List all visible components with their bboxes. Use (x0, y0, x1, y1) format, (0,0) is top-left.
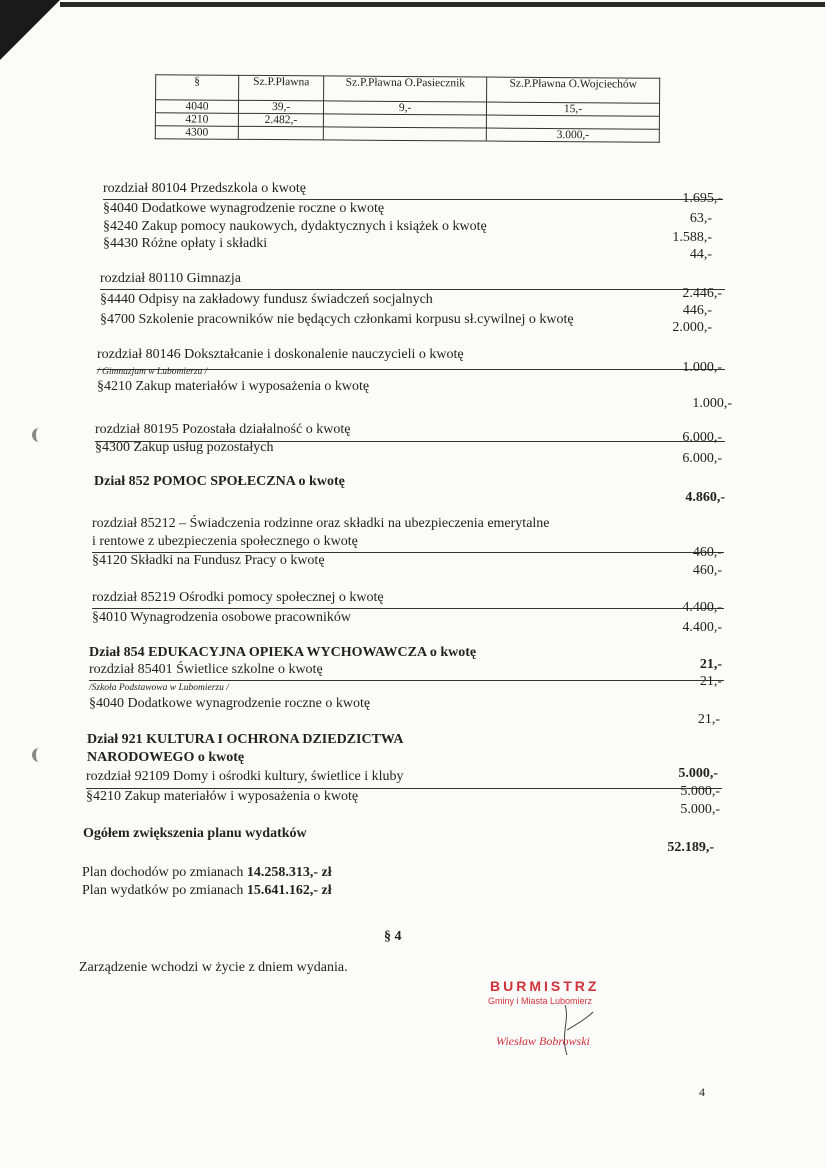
table-header-cell: Sz.P.Pławna O.Wojciechów (487, 77, 660, 103)
chapter-title: Dział 852 POMOC SPOŁECZNA o kwotę (94, 474, 345, 489)
item-text: §4300 Zakup usług pozostałych (95, 440, 274, 455)
stamp-subtitle: Gminy i Miasta Lubomierz (488, 996, 593, 1006)
expense-value: 15.641.162,- zł (246, 883, 332, 898)
table-header-cell: Sz.P.Pławna O.Pasiecznik (324, 76, 487, 102)
stamp-title: BURMISTRZ (490, 978, 600, 994)
section-title: rozdział 92109 Domy i ośrodki kultury, świetlice i kluby (86, 769, 404, 784)
item-text: §4240 Zakup pomocy naukowych, dydaktycznych i książek o kwotę (103, 219, 487, 234)
section-title: rozdział 85401 Świetlice szkolne o kwotę (89, 662, 323, 677)
scan-edge-line (60, 2, 825, 7)
table-cell: 3.000,- (486, 128, 659, 142)
section-total: 6.000,- (682, 430, 722, 445)
table-cell: 4210 (155, 113, 238, 127)
section-title: rozdział 80110 Gimnazja (100, 271, 241, 286)
section-title: rozdział 85219 Ośrodki pomocy społecznej o kwotę (92, 590, 384, 605)
item-text: §4120 Składki na Fundusz Pracy o kwotę (92, 553, 325, 568)
chapter-total: 21,- (699, 657, 722, 672)
section-total: 21,- (699, 674, 722, 689)
expense-label: Plan wydatków po zmianach (82, 883, 244, 898)
section-note: / Gimnazjum w Lubomierzu / (97, 367, 208, 377)
section-title: rozdział 80146 Dokształcanie i doskonalenie nauczycieli o kwotę (97, 347, 464, 362)
folded-corner (0, 0, 60, 60)
income-value: 14.258.313,- zł (246, 865, 332, 880)
allocation-table (155, 74, 660, 143)
chapter-title: NARODOWEGO o kwotę (87, 750, 245, 765)
table-cell: 4040 (155, 100, 238, 114)
item-amount: 446,- (682, 303, 712, 318)
section-note: /Szkoła Podstawowa w Lubomierzu / (89, 683, 229, 693)
table-row (155, 126, 659, 143)
chapter-title: Dział 921 KULTURA I OCHRONA DZIEDZICTWA (87, 732, 404, 747)
expense-plan (82, 883, 332, 899)
item-amount: 460,- (692, 563, 722, 578)
section-total: 1.695,- (682, 191, 722, 206)
section-title: i rentowe z ubezpieczenia społecznego o kwotę (92, 534, 358, 549)
item-text: §4210 Zakup materiałów i wyposażenia o kwotę (97, 379, 370, 394)
table-cell: 39,- (238, 100, 323, 114)
table-cell: 9,- (324, 101, 487, 115)
table-cell: 2.482,- (238, 113, 323, 127)
paragraph-symbol: § 4 (384, 929, 402, 944)
item-amount: 6.000,- (682, 451, 722, 466)
table-header-row (156, 75, 660, 104)
item-amount: 2.000,- (672, 320, 712, 335)
signature-icon (545, 1000, 595, 1060)
income-label: Plan dochodów po zmianach (82, 865, 244, 880)
punch-hole-icon (32, 428, 46, 442)
table-cell (238, 126, 323, 140)
table-cell: 4300 (155, 126, 238, 140)
section-total: 460,- (692, 545, 722, 560)
paragraph-text: Zarządzenie wchodzi w życie z dniem wydania. (79, 960, 348, 975)
section-title: rozdział 80104 Przedszkola o kwotę (103, 181, 306, 196)
item-text: §4210 Zakup materiałów i wyposażenia o kwotę (86, 789, 359, 804)
item-amount: 21,- (697, 712, 720, 727)
section-title: rozdział 80195 Pozostała działalność o kwotę (95, 422, 351, 437)
page-number: 4 (699, 1085, 705, 1099)
section-total: 2.446,- (682, 286, 722, 301)
item-text: §4700 Szkolenie pracowników nie będących członkami korpusu sł.cywilnej o kwotę (100, 312, 574, 327)
item-amount: 44,- (689, 247, 712, 262)
table-header-cell: Sz.P.Pławna (239, 75, 324, 101)
chapter-total: 4.860,- (685, 490, 725, 505)
section-total: 5.000,- (680, 784, 720, 799)
item-text: §4040 Dodatkowe wynagrodzenie roczne o kwotę (89, 696, 371, 711)
item-text: §4440 Odpisy na zakładowy fundusz świadczeń socjalnych (100, 292, 433, 307)
item-text: §4430 Różne opłaty i składki (103, 236, 268, 251)
table-cell: 15,- (487, 102, 660, 116)
punch-hole-icon (32, 748, 46, 762)
income-plan (82, 865, 332, 881)
table-cell (487, 115, 660, 129)
item-text: §4010 Wynagrodzenia osobowe pracowników (92, 610, 351, 625)
item-amount: 5.000,- (680, 802, 720, 817)
table-cell (324, 114, 487, 128)
section-total: 1.000,- (682, 360, 722, 375)
chapter-total: 5.000,- (678, 766, 718, 781)
table-header-cell: § (156, 75, 239, 101)
section-total: 4.400,- (682, 600, 722, 615)
item-text: §4040 Dodatkowe wynagrodzenie roczne o kwotę (103, 201, 385, 216)
summary-label: Ogółem zwiększenia planu wydatków (83, 826, 307, 841)
stamp-name: Wiesław Bobrowski (496, 1034, 590, 1048)
item-amount: 1.588,- (672, 230, 712, 245)
chapter-title: Dział 854 EDUKACYJNA OPIEKA WYCHOWAWCZA o kwotę (89, 645, 477, 660)
summary-total: 52.189,- (667, 840, 714, 855)
item-amount: 63,- (689, 211, 712, 226)
item-amount: 1.000,- (692, 396, 732, 411)
item-amount: 4.400,- (682, 620, 722, 635)
section-title: rozdział 85212 – Świadczenia rodzinne oraz składki na ubezpieczenia emerytalne (92, 516, 550, 531)
table-cell (323, 127, 486, 141)
